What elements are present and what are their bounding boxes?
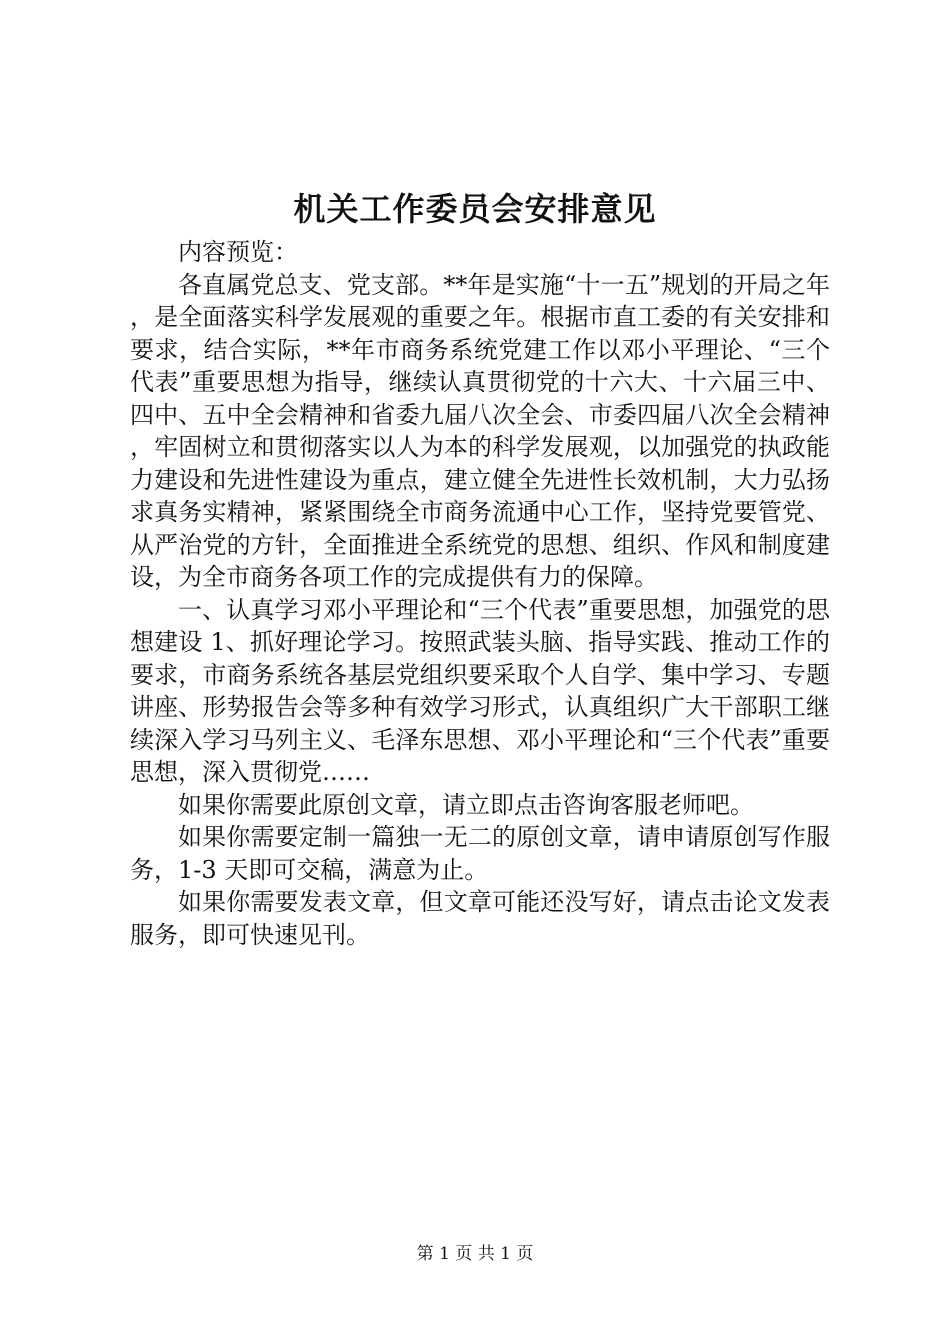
preview-label: 内容预览： — [178, 238, 298, 266]
section-one-paragraph: 一、认真学习邓小平理论和“三个代表”重要思想，加强党的思想建设 1、抓好理论学习。按照武装头脑、指导实践、推动工作的要求，市商务系统各基层党组织要采取个人自学、集中学习、专题讲座、形势报告会等多种有效学习形式，认真组织广大干部职工继续深入学习马列主义、毛泽东思想、邓小平理论和“三个代表”重要思想，深入贯彻党…… — [130, 595, 830, 786]
custom-writing-notice: 如果你需要定制一篇独一无二的原创文章，请申请原创写作服务，1-3 天即可交稿，满意为止。 — [130, 823, 830, 884]
original-article-notice: 如果你需要此原创文章，请立即点击咨询客服老师吧。 — [178, 790, 754, 819]
document-body — [130, 236, 830, 951]
intro-paragraph: 各直属党总支、党支部。**年是实施“十一五”规划的开局之年，是全面落实科学发展观的重要之年。根据市直工委的有关安排和要求，结合实际，**年市商务系统党建工作以邓小平理论、“三个代表”重要思想为指导，继续认真贯彻党的十六大、十六届三中、四中、五中全会精神和省委九届八次全会、市委四届八次全会精神，牢固树立和贯彻落实以人为本的科学发展观，以加强党的执政能力建设和先进性建设为重点，建立健全先进性长效机制，大力弘扬求真务实精神，紧紧围绕全市商务流通中心工作，坚持党要管党、从严治党的方针，全面推进全系统党的思想、组织、作风和制度建设，为全市商务各项工作的完成提供有力的保障。 — [130, 270, 830, 591]
document-title: 机关工作委员会安排意见 — [293, 190, 657, 228]
page-footer: 第 1 页 共 1 页 — [416, 1244, 534, 1264]
publishing-notice: 如果你需要发表文章，但文章可能还没写好，请点击论文发表服务，即可快速见刊。 — [130, 888, 830, 949]
